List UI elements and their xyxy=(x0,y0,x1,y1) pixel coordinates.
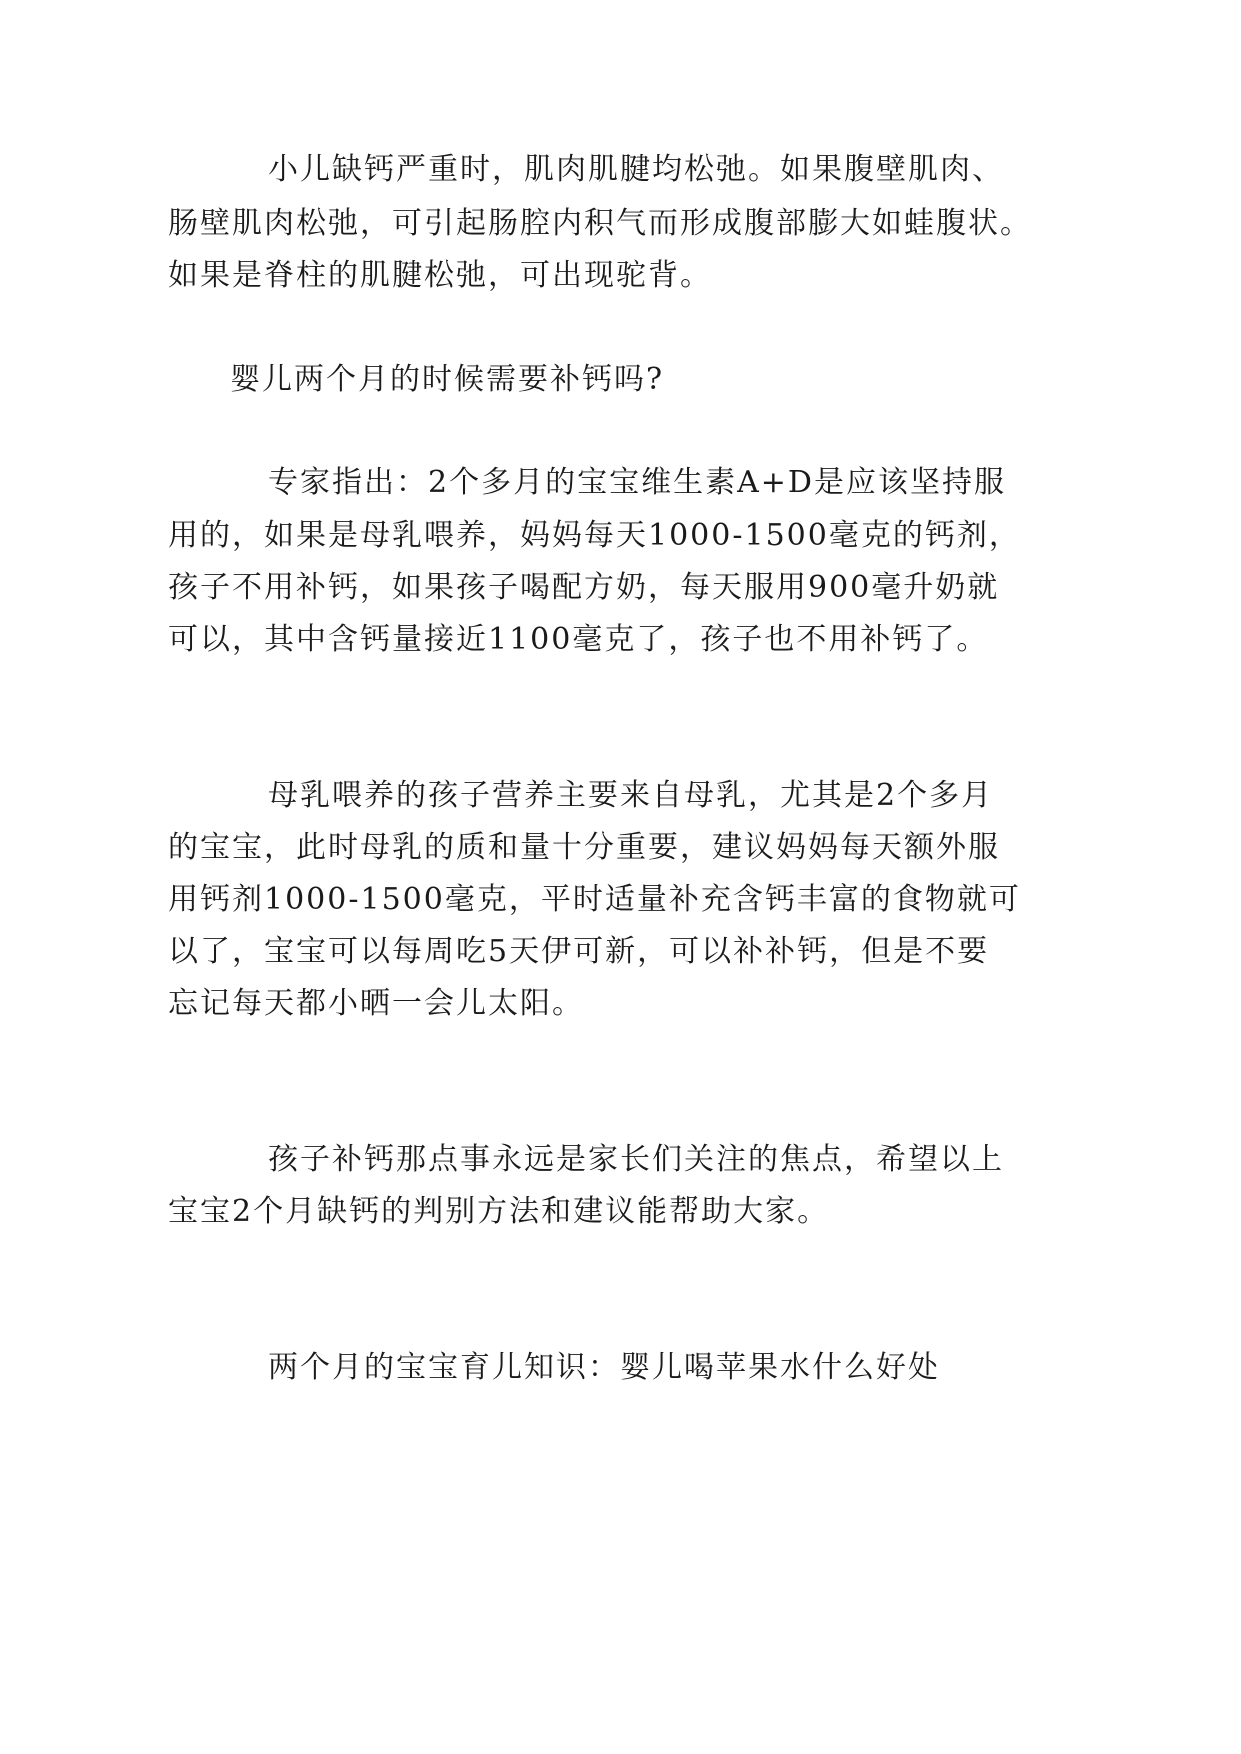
paragraph-line: 的宝宝，此时母乳的质和量十分重要，建议妈妈每天额外服 xyxy=(168,830,1000,865)
paragraph-line: 孩子不用补钙，如果孩子喝配方奶，每天服用900毫升奶就 xyxy=(168,570,1000,605)
paragraph-line: 如果是脊柱的肌腱松弛，可出现驼背。 xyxy=(168,258,712,293)
paragraph-line: 宝宝2个月缺钙的判别方法和建议能帮助大家。 xyxy=(168,1194,830,1229)
paragraph-line: 小儿缺钙严重时，肌肉肌腱均松弛。如果腹壁肌肉、 xyxy=(268,152,1004,187)
paragraph-line: 用的，如果是母乳喂养，妈妈每天1000-1500毫克的钙剂， xyxy=(168,518,1021,553)
paragraph-line: 专家指出：2个多月的宝宝维生素A+D是应该坚持服 xyxy=(268,465,1006,500)
paragraph-line: 可以，其中含钙量接近1100毫克了，孩子也不用补钙了。 xyxy=(168,622,989,657)
paragraph-line: 母乳喂养的孩子营养主要来自母乳，尤其是2个多月 xyxy=(268,778,994,813)
paragraph-line: 用钙剂1000-1500毫克，平时适量补充含钙丰富的食物就可 xyxy=(168,882,1021,917)
section-heading: 两个月的宝宝育儿知识：婴儿喝苹果水什么好处 xyxy=(268,1350,940,1385)
paragraph-line: 以了，宝宝可以每周吃5天伊可新，可以补补钙，但是不要 xyxy=(168,934,990,969)
paragraph-line: 忘记每天都小晒一会儿太阳。 xyxy=(168,986,584,1021)
section-question: 婴儿两个月的时候需要补钙吗? xyxy=(230,362,665,397)
paragraph-line: 孩子补钙那点事永远是家长们关注的焦点，希望以上 xyxy=(268,1142,1004,1177)
paragraph-line: 肠壁肌肉松弛，可引起肠腔内积气而形成腹部膨大如蛙腹状。 xyxy=(168,206,1032,241)
